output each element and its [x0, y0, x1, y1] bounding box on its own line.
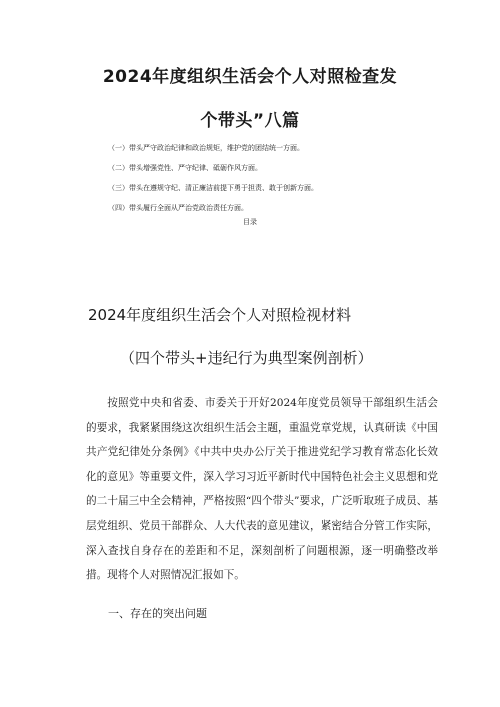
toc-item: （四）带头履行全面从严治党政治责任方面。	[108, 204, 248, 212]
main-subtitle: （四个带头+违纪行为典型案例剖析）	[120, 349, 373, 367]
section-heading: 一、存在的突出问题	[108, 607, 207, 620]
document-title-line-2: 个带头”八篇	[200, 111, 300, 131]
toc-item: （三）带头在遵规守纪、清正廉洁前提下勇于担责、敢于创新方面。	[108, 184, 318, 192]
table-of-contents	[108, 138, 448, 218]
toc-item: （二）带头增强党性、严守纪律、砥砺作风方面。	[108, 164, 262, 172]
toc-label: 目录	[243, 218, 257, 226]
document-title-line-1: 2024年度组织生活会个人对照检查发	[102, 67, 398, 87]
main-title: 2024年度组织生活会个人对照检视材料	[88, 306, 352, 324]
toc-item: （一）带头严守政治纪律和政治规矩，维护党的团结统一方面。	[108, 144, 304, 152]
body-paragraph: 按照党中央和省委、市委关于开好2024年度党员领导干部组织生活会的要求，我紧紧围绕这次组织生活会主题，重温党章党规，认真研读《中国共产党纪律处分条例》《中共中央办公厅关于推进党纪学习教育常态化长效化的意见》等重要文件，深入学习习近平新时代中国特色社会主义思想和党的二十届三中全会精神，严格按照“四个带头”要求，广泛听取班子成员、基层党组织、党员干部群众、人大代表的意见建议，紧密结合分管工作实际，深入查找自身存在的差距和不足，深刻剖析了问题根源，逐一明确整改举措。现将个人对照情况汇报如下。	[86, 397, 438, 582]
